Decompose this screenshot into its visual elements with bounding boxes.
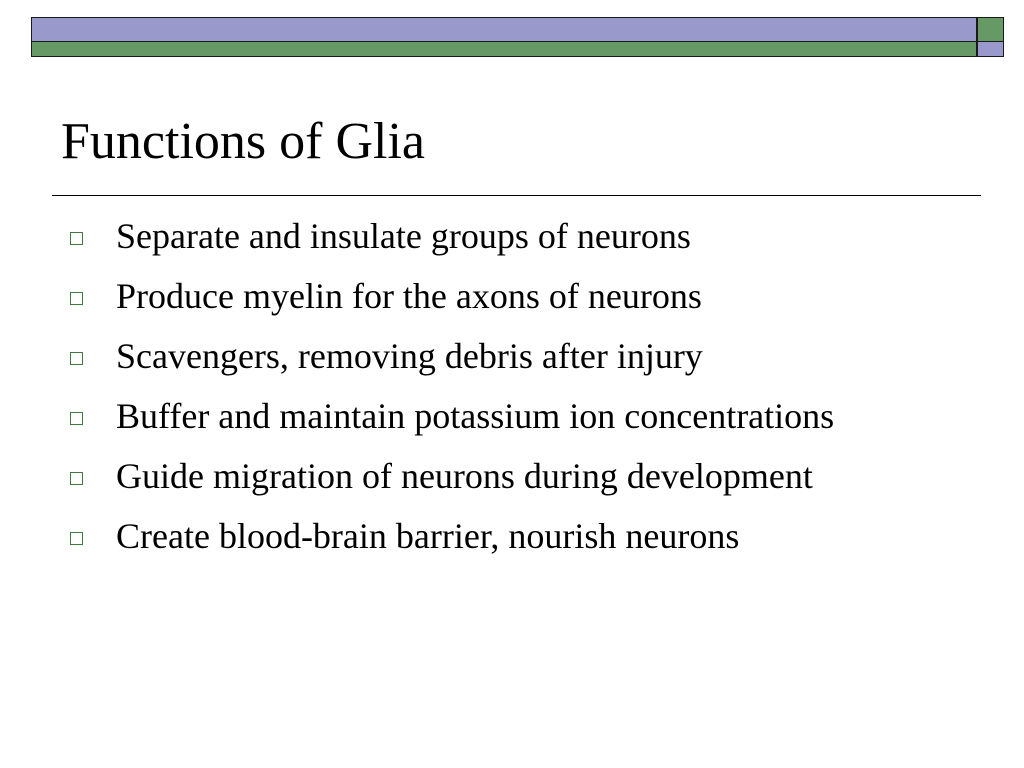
header-decorative-bar	[31, 17, 977, 57]
title-underline-divider	[52, 195, 981, 196]
hollow-square-bullet-icon	[70, 412, 83, 425]
bullet-text: Buffer and maintain potassium ion concentrations	[116, 396, 835, 436]
hollow-square-bullet-icon	[70, 472, 83, 485]
bullet-text: Separate and insulate groups of neurons	[116, 216, 691, 256]
hollow-square-bullet-icon	[70, 352, 83, 365]
bullet-item	[66, 392, 966, 441]
corner-box-green-block	[978, 18, 1003, 42]
slide-title: Functions of Glia	[61, 113, 425, 170]
hollow-square-bullet-icon	[70, 292, 83, 305]
bullet-text: Scavengers, removing debris after injury	[116, 336, 703, 376]
bullet-item	[66, 332, 966, 381]
bullet-item	[66, 452, 966, 501]
bullet-item	[66, 512, 966, 561]
bullet-item	[66, 212, 966, 261]
hollow-square-bullet-icon	[70, 232, 83, 245]
bullet-text: Guide migration of neurons during development	[116, 456, 813, 496]
bullet-text: Create blood-brain barrier, nourish neurons	[116, 516, 740, 556]
bullet-list	[66, 212, 966, 572]
hollow-square-bullet-icon	[70, 532, 83, 545]
corner-box-lavender-block	[978, 42, 1003, 57]
bullet-item	[66, 272, 966, 321]
bullet-text: Produce myelin for the axons of neurons	[116, 276, 702, 316]
header-bar-lavender-stripe	[32, 18, 976, 42]
header-bar-green-stripe	[32, 42, 976, 57]
header-corner-box	[977, 17, 1004, 57]
